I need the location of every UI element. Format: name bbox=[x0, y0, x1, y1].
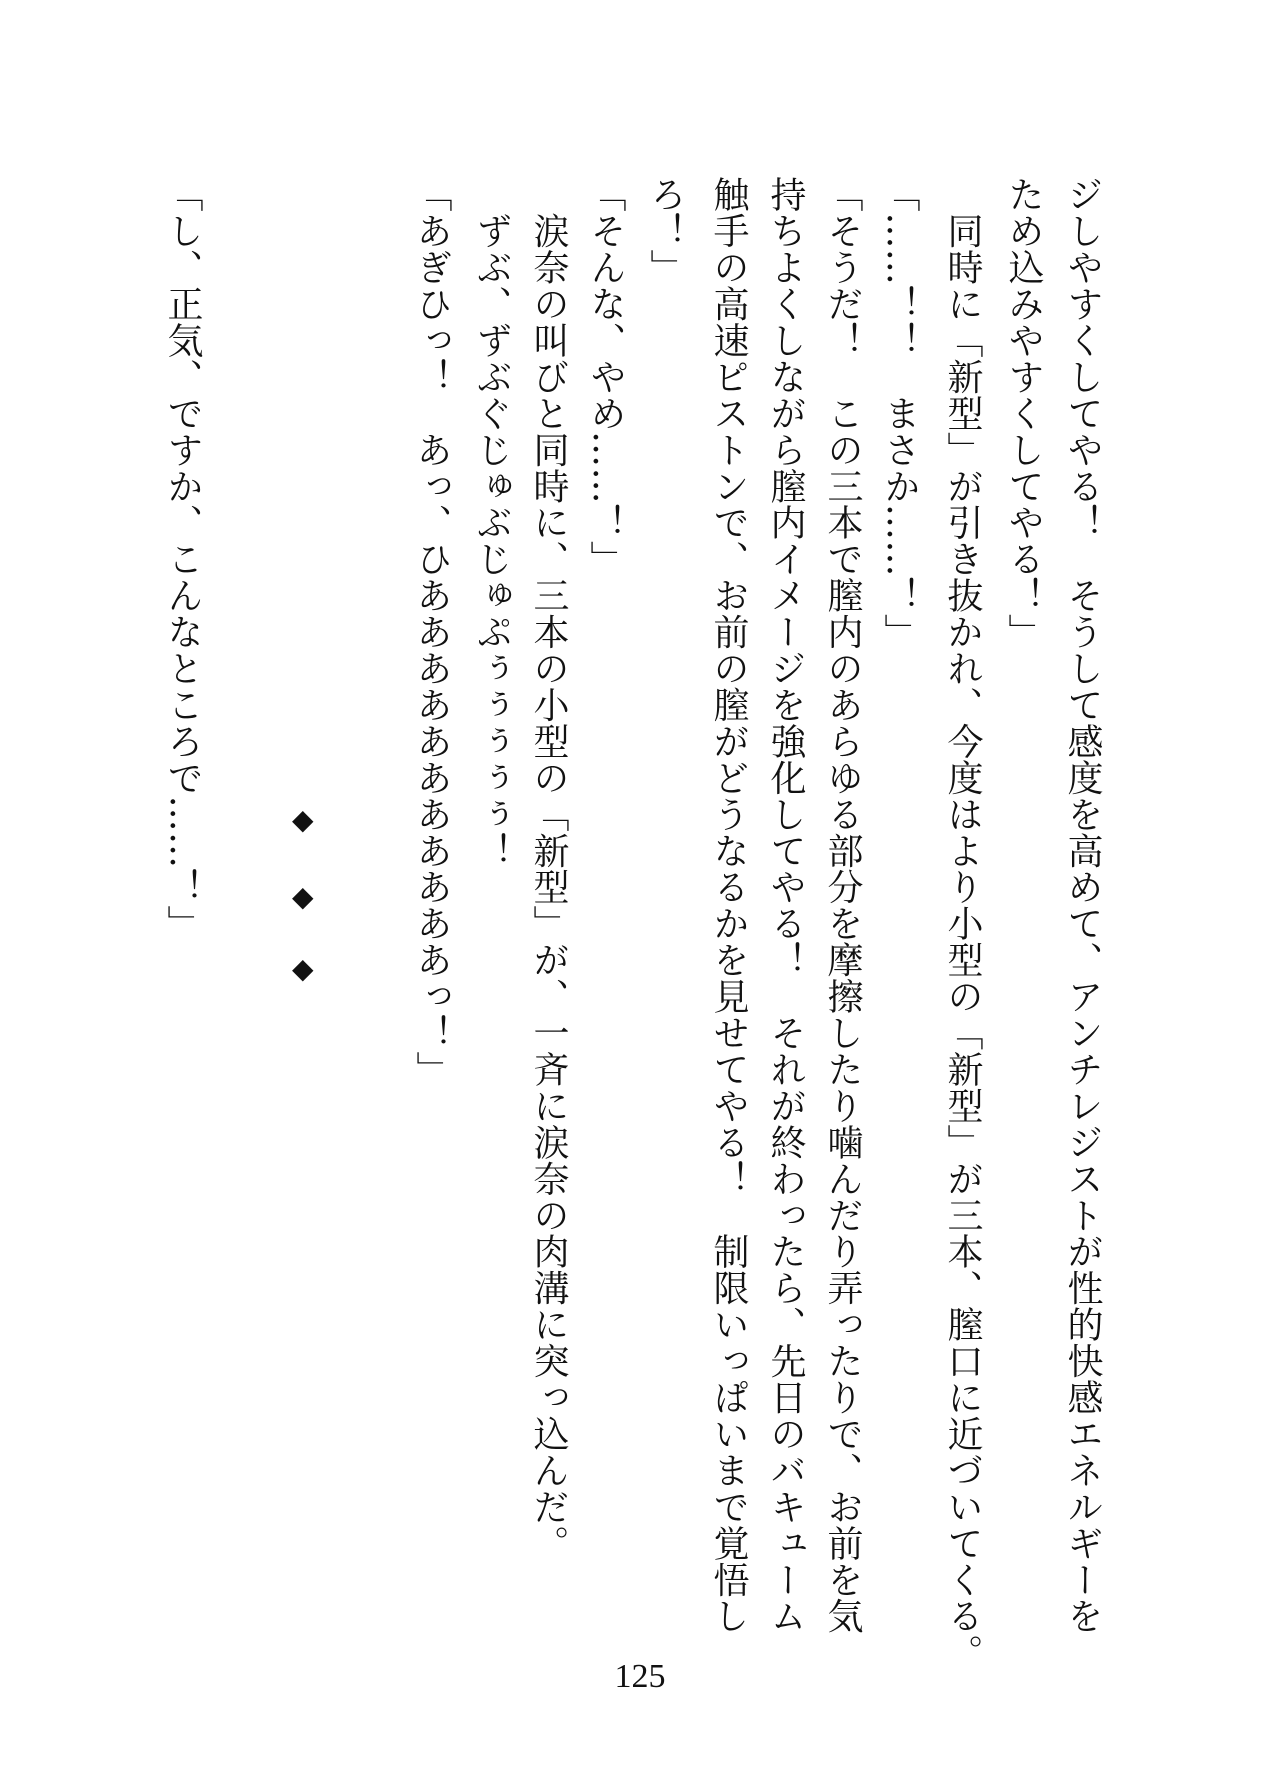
text-column-12: 「あぎひっ！ あっ、ひあああああああああああっ！」 bbox=[411, 176, 452, 1088]
page-number: 125 bbox=[614, 1658, 666, 1695]
scene-break-diamond: ◆ bbox=[292, 880, 314, 913]
text-column-6: 持ちよくしながら膣内イメージを強化してやる！ それが終わったら、先日のバキューム bbox=[765, 176, 806, 1634]
text-column-2: ため込みやすくしてやる！」 bbox=[1003, 176, 1044, 650]
text-column-11: ずぶ、ずぶぐじゅぶじゅぷぅぅぅぅぅ！ bbox=[471, 176, 512, 869]
text-column-4: 「……！！ まさか……！」 bbox=[879, 176, 920, 650]
text-column-3: 同時に「新型」が引き抜かれ、今度はより小型の「新型」が三本、膣口に近づいてくる。 bbox=[942, 176, 983, 1671]
scene-break-diamond: ◆ bbox=[292, 952, 314, 985]
text-column-8: ろ！」 bbox=[645, 176, 686, 286]
text-column-7: 触手の高速ピストンで、お前の膣がどうなるかを見せてやる！ 制限いっぱいまで覚悟し bbox=[708, 176, 749, 1634]
text-column-5: 「そうだ！ この三本で膣内のあらゆる部分を摩擦したり噛んだり弄ったりで、お前を気 bbox=[822, 176, 863, 1634]
text-column-13: 「し、正気、ですか、こんなところで……！」 bbox=[162, 176, 203, 942]
text-column-1: ジしやすくしてやる！ そうして感度を高めて、アンチレジストが性的快感エネルギーを bbox=[1062, 176, 1103, 1634]
scene-break-diamond: ◆ bbox=[292, 803, 314, 836]
text-column-9: 「そんな、やめ……！」 bbox=[585, 176, 626, 577]
text-column-10: 涙奈の叫びと同時に、三本の小型の「新型」が、一斉に涙奈の肉溝に突っ込んだ。 bbox=[528, 176, 569, 1562]
